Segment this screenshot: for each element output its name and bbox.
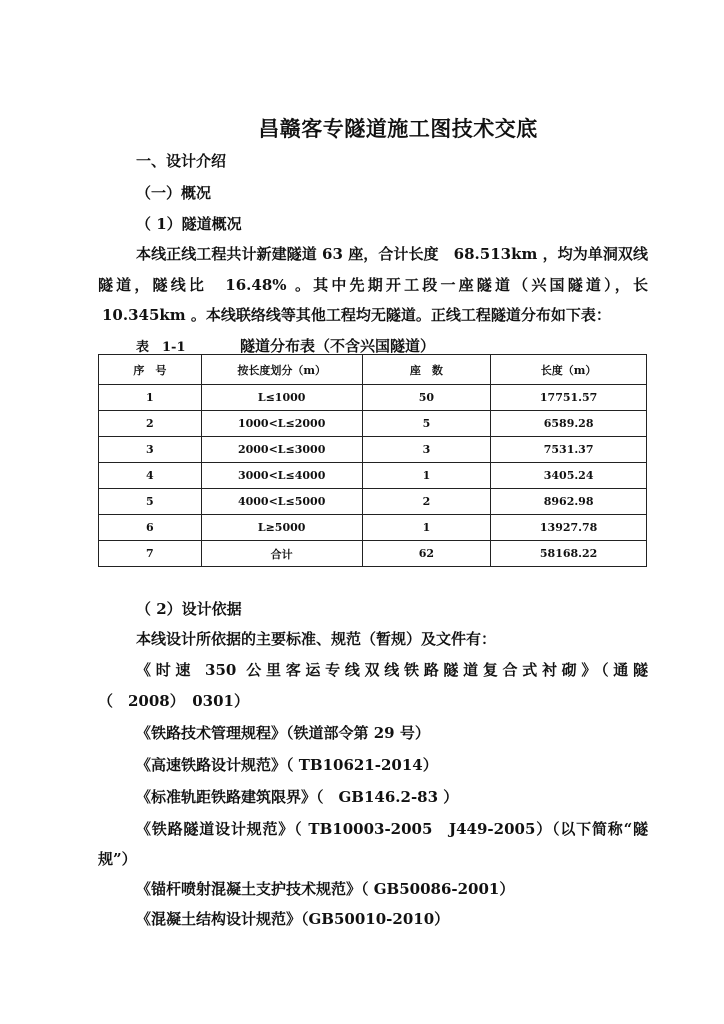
table-row — [99, 385, 647, 411]
table-cell: 3 — [99, 437, 202, 463]
reference-line: 《铁路隧道设计规范》（ TB10003-2005 J449-2005）（以下简称“隧 — [136, 820, 648, 838]
table-cell: 50 — [362, 385, 491, 411]
table-row — [99, 437, 647, 463]
table-cell: 7531.37 — [491, 437, 647, 463]
table-row — [99, 411, 647, 437]
reference-line: 《高速铁路设计规范》（ TB10621-2014） — [136, 756, 438, 774]
header-cell: 座 数 — [362, 355, 491, 385]
table-cell: 7 — [99, 541, 202, 567]
table-label: 表 1-1 — [136, 340, 186, 355]
table-cell: 1 — [362, 463, 491, 489]
table-cell: 17751.57 — [491, 385, 647, 411]
table-header-row — [99, 355, 647, 385]
table-cell: 2 — [362, 489, 491, 515]
table-cell: 58168.22 — [491, 541, 647, 567]
reference-line: （ 2008） 0301） — [98, 692, 249, 710]
table-cell: 5 — [99, 489, 202, 515]
reference-line: 规”） — [98, 850, 137, 868]
section-heading: 一、设计介绍 — [136, 152, 227, 170]
table-cell: 3 — [362, 437, 491, 463]
tunnel-distribution-table — [98, 354, 647, 567]
header-cell: 按长度划分（m） — [201, 355, 362, 385]
paragraph-line: 10.345km 。本线联络线等其他工程均无隧道。正线工程隧道分布如下表： — [102, 306, 611, 324]
paragraph-line: 隧道，隧线比 16.48% 。其中先期开工段一座隧道（兴国隧道），长 — [98, 276, 648, 294]
document-title: 昌赣客专隧道施工图技术交底 — [258, 116, 538, 141]
table-cell: 1000<L≤2000 — [201, 411, 362, 437]
table-cell: 6 — [99, 515, 202, 541]
reference-line: 《铁路技术管理规程》（铁道部令第 29 号） — [136, 724, 430, 742]
reference-line: 《锚杆喷射混凝土支护技术规范》（ GB50086-2001） — [136, 880, 515, 898]
table-cell: 8962.98 — [491, 489, 647, 515]
reference-line: 《标准轨距铁路建筑限界》（ GB146.2-83 ） — [136, 788, 459, 806]
subsection-heading: （一）概况 — [136, 184, 212, 202]
table-title: 隧道分布表（不含兴国隧道） — [240, 337, 436, 355]
table-cell: 6589.28 — [491, 411, 647, 437]
table-cell: 4 — [99, 463, 202, 489]
header-cell: 长度（m） — [491, 355, 647, 385]
table-cell: 3405.24 — [491, 463, 647, 489]
table-row — [99, 463, 647, 489]
table-cell: 1 — [99, 385, 202, 411]
header-cell: 序 号 — [99, 355, 202, 385]
table-cell: 5 — [362, 411, 491, 437]
table-cell: 1 — [362, 515, 491, 541]
item-heading-tunnel-overview: （ 1）隧道概况 — [136, 215, 242, 233]
table-cell: 2000<L≤3000 — [201, 437, 362, 463]
table-cell: 2 — [99, 411, 202, 437]
item-heading-design-basis: （ 2）设计依据 — [136, 600, 242, 618]
table-cell: L≥5000 — [201, 515, 362, 541]
table-row-total — [99, 541, 647, 567]
table-row — [99, 489, 647, 515]
table-cell: 13927.78 — [491, 515, 647, 541]
paragraph-line: 本线正线工程共计新建隧道 63 座，合计长度 68.513km ，均为单洞双线 — [136, 245, 648, 263]
table-caption — [136, 336, 436, 355]
table-cell: 4000<L≤5000 — [201, 489, 362, 515]
reference-line: 《时速 350 公里客运专线双线铁路隧道复合式衬砌》（通隧 — [136, 661, 648, 679]
paragraph-line: 本线设计所依据的主要标准、规范（暂规）及文件有： — [136, 630, 497, 648]
reference-line: 《混凝土结构设计规范》（GB50010-2010） — [136, 910, 450, 928]
table-row — [99, 515, 647, 541]
table-cell: 62 — [362, 541, 491, 567]
table-cell: 合计 — [201, 541, 362, 567]
table-cell: 3000<L≤4000 — [201, 463, 362, 489]
table-cell: L≤1000 — [201, 385, 362, 411]
